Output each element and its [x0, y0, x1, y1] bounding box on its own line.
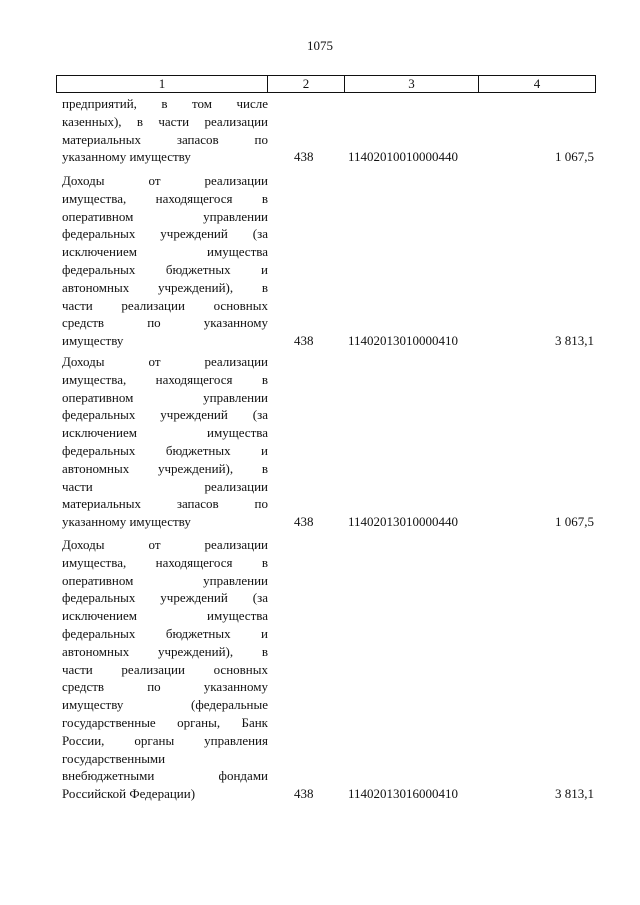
row-amount: 1 067,5	[555, 149, 594, 165]
row-description: Доходы от реализации имущества, находящегося в оперативном управлении федеральных учреждений (за исключением имущества федеральных бюджетных и автономных учреждений), в части реализации основных средств по указанному имуществу (федеральные государственные органы, Банк России, органы управления государственными внебюджетными фондами Российской Федерации)	[62, 537, 268, 802]
row-admin-code: 438	[294, 333, 314, 349]
header-col-3: 3	[345, 76, 479, 92]
row-amount: 1 067,5	[555, 514, 594, 530]
header-col-4: 4	[533, 76, 541, 91]
row-budget-code: 11402013010000440	[348, 514, 459, 530]
row-description: Доходы от реализации имущества, находящегося в оперативном управлении федеральных учреждений (за исключением имущества федеральных бюджетных и автономных учреждений), в части реализации материальных запасов по указанному имуществу	[62, 354, 268, 530]
header-col-2: 2	[268, 76, 345, 92]
row-admin-code: 438	[294, 149, 314, 165]
row-admin-code: 438	[294, 514, 314, 530]
row-admin-code: 438	[294, 786, 314, 802]
row-description: Доходы от реализации имущества, находящегося в оперативном управлении федеральных учреждений (за исключением имущества федеральных бюджетных и автономных учреждений), в части реализации основных средств по указанному имуществу	[62, 173, 268, 349]
row-budget-code: 11402013016000410	[348, 786, 459, 802]
row-amount: 3 813,1	[555, 786, 594, 802]
row-budget-code: 11402010010000440	[348, 149, 459, 165]
row-amount: 3 813,1	[555, 333, 594, 349]
header-col-1: 1	[57, 76, 268, 92]
table-header	[56, 75, 596, 93]
row-description: предприятий, в том числе казенных), в части реализации материальных запасов по указанному имуществу	[62, 96, 268, 165]
page-number: 1075	[307, 38, 333, 53]
row-budget-code: 11402013010000410	[348, 333, 459, 349]
